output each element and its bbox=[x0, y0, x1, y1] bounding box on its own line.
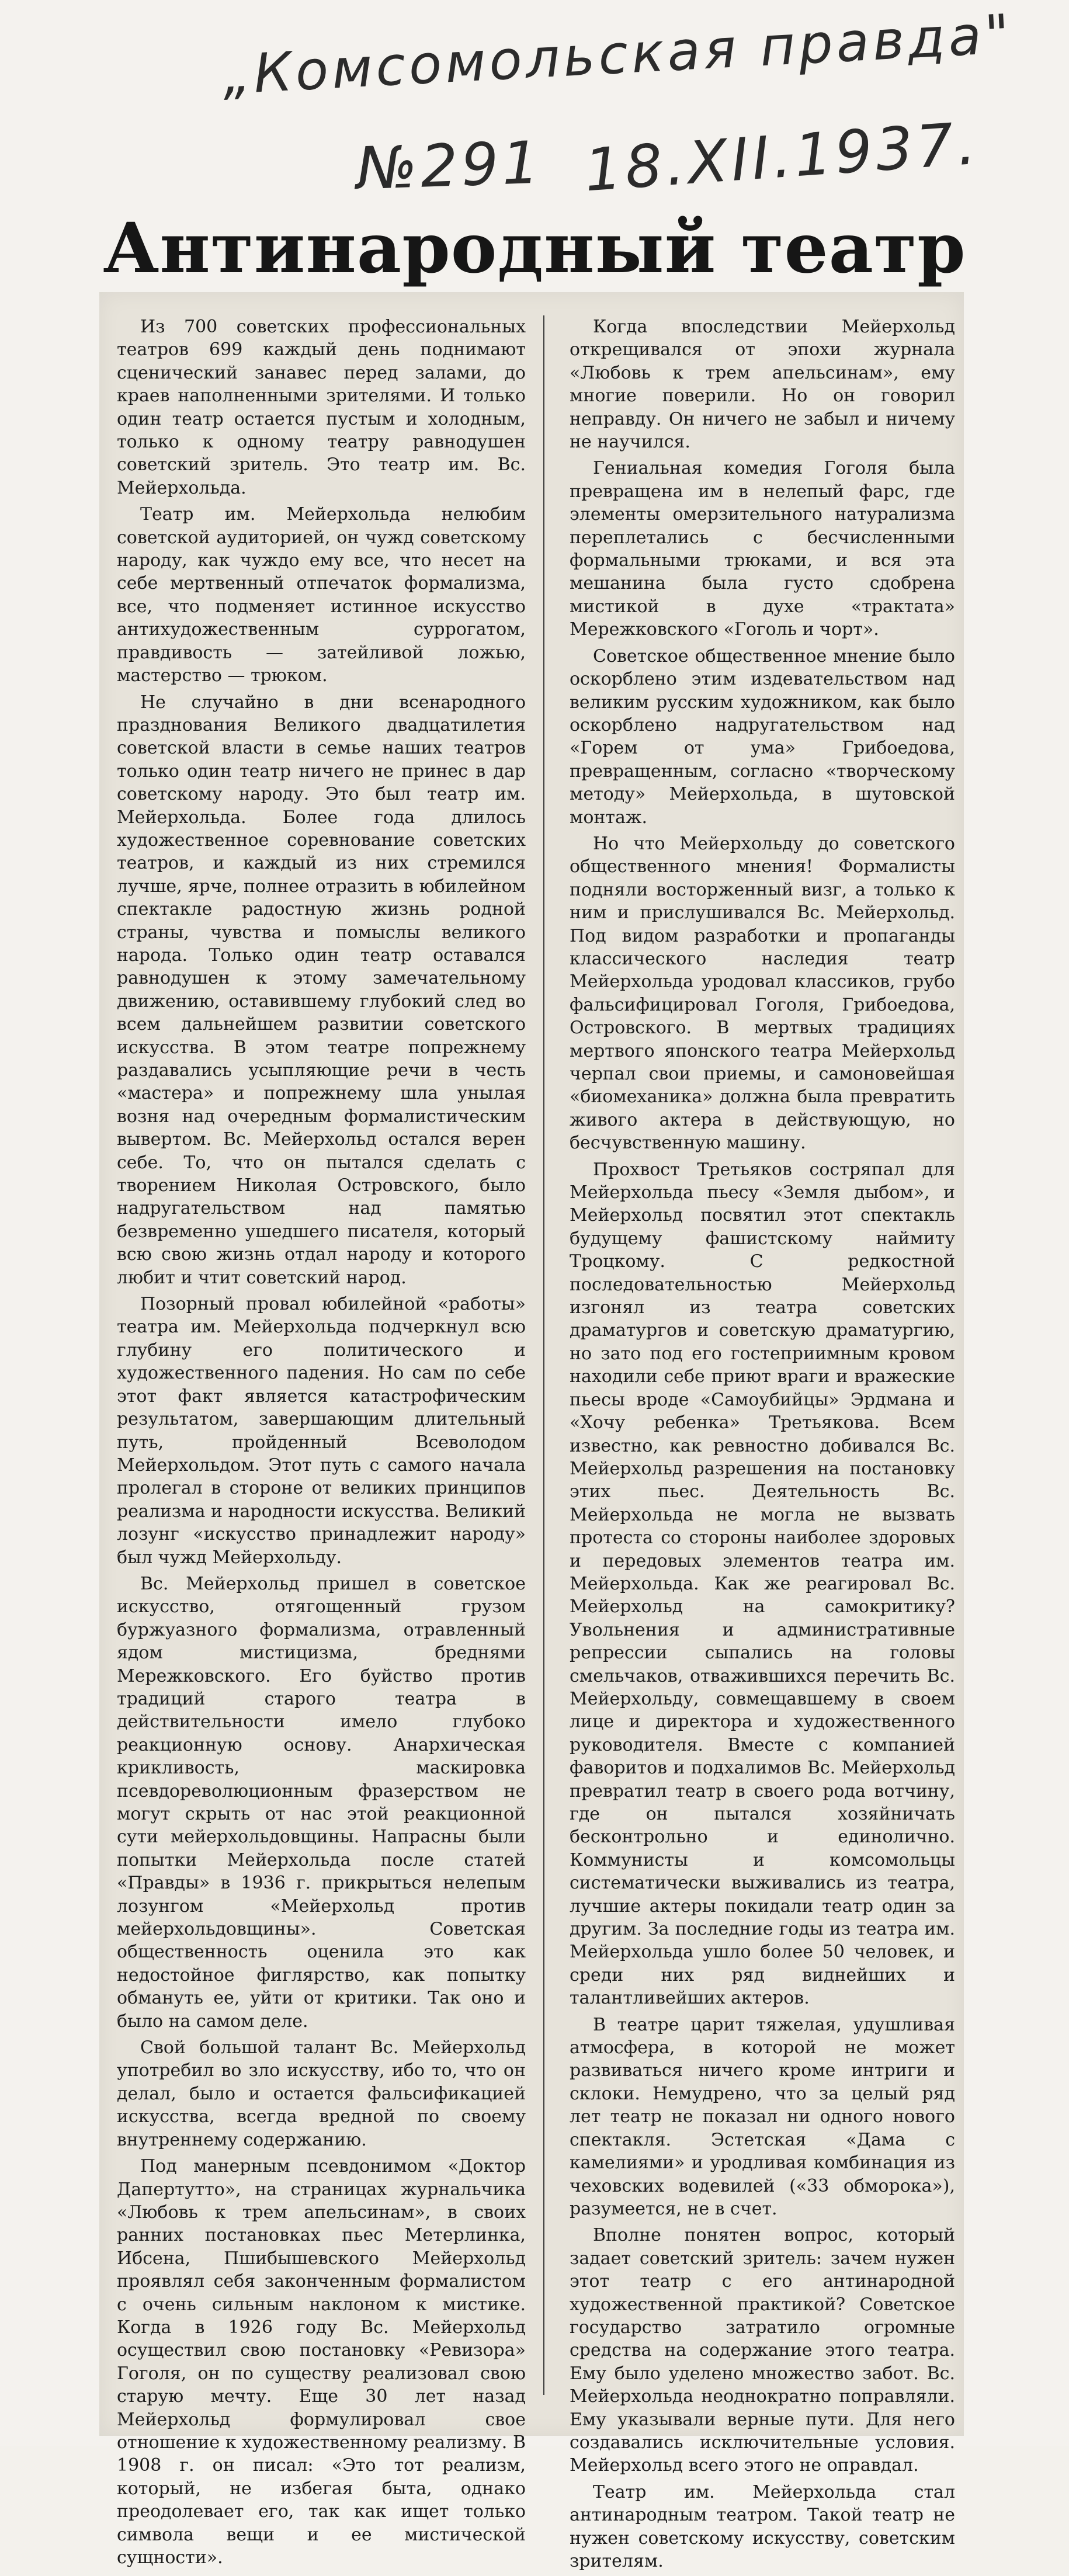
left-column bbox=[117, 315, 526, 2572]
paragraph: Гениальная комедия Гоголя была превращена им в нелепый фарс, где элементы омерзительного натурализма переплетались с бесчисленными формальными трюками, и вся эта мешанина была густо сдобрена мистикой в духе «трактата» Мережковского «Гоголь и чорт». bbox=[570, 458, 955, 640]
paragraph: Позорный провал юбилейной «работы» театра им. Мейерхольда подчеркнул всю глубину его политического и художественного падения. Но сам по себе этот факт является катастрофическим результатом, завершающим длительный путь, пройденный Всеволодом Мейерхольдом. Этот путь с самого начала пролегал в стороне от великих принципов реализма и народности искусства. Великий лозунг «искусство принадлежит народу» был чужд Мейерхольду. bbox=[117, 1294, 526, 1568]
paragraph: В театре царит тяжелая, удушливая атмосфера, в которой не может развиваться ничего кроме интриги и склоки. Немудрено, что за целый ряд лет театр не показал ни одного нового спектакля. Эстетская «Дама с камелиями» и уродливая комбинация из чеховских водевилей («33 обморока»), разумеется, не в счет. bbox=[570, 2014, 955, 2219]
paragraph: Не случайно в дни всенародного празднования Великого двадцатилетия советской власти в семье наших театров только один театр ничего не принес в дар советскому народу. Это был театр им. Мейерхольда. Более года длилось художественное соревнование советских театров, и каждый из них стремился лучше, ярче, полнее отразить в юбилейном спектакле радостную жизнь родной страны, чувства и помыслы великого народа. Только один театр оставался равнодушен к этому замечательному движению, оставившему глубокий след во всем дальнейшем развитии советского искусства. В этом театре попрежнему раздавались усыпляющие речи в честь «мастера» и попрежнему шла унылая возня над очередным формалистическим вывертом. Вс. Мейерхольд остался верен себе. То, что он пытался сделать с творением Николая Островского, было надругательством над памятью безвременно ушедшего писателя, который всю свою жизнь отдал народу и которого любит и чтит советский народ. bbox=[117, 692, 526, 1288]
handwritten-date: 18.XII.1937. bbox=[582, 109, 981, 205]
right-column bbox=[570, 315, 955, 2576]
paragraph: Советское общественное мнение было оскорблено этим издевательством над великим русским художником, как было оскорблено надругательством над «Горем от ума» Грибоедова, превращенным, согласно «творческому методу» Мейерхольда, в шутовской монтаж. bbox=[570, 645, 955, 828]
paragraph: Свой большой талант Вс. Мейерхольд употребил во зло искусству, ибо то, что он делал, было и остается фальсификацией искусства, всегда вредной по своему внутреннему содержанию. bbox=[117, 2037, 526, 2150]
handwritten-newspaper-name: „Комсомольская правда" bbox=[221, 2, 1015, 107]
article-title: Антинародный театр bbox=[103, 207, 966, 289]
paragraph: Под манерным псевдонимом «Доктор Дапертутто», на страницах журнальчика «Любовь к трем апельсинам», в своих ранних постановках пьес Метерлинка, Ибсена, Пшибышевского Мейерхольд проявлял себя законченным формалистом с очень сильным наклоном к мистике. Когда в 1926 году Вс. Мейерхольд осуществил свою постановку «Ревизора» Гоголя, он по существу реализовал свою старую мечту. Еще 30 лет назад Мейерхольд формулировал свое отношение к художественному реализму. В 1908 г. он писал: «Это тот реализм, который, не избегая быта, однако преодолевает его, так как ищет только символа вещи и ее мистической сущности». bbox=[117, 2156, 526, 2568]
column-divider bbox=[543, 315, 544, 2395]
paragraph: Из 700 советских профессиональных театров 699 каждый день поднимают сценический занавес перед залами, до краев наполненными зрителями. И только один театр остается пустым и холодным, только к одному театру равнодушен советский зритель. Это театр им. Вс. Мейерхольда. bbox=[117, 317, 526, 498]
paragraph: Вс. Мейерхольд пришел в советское искусство, отягощенный грузом буржуазного формализма, отравленный ядом мистицизма, бреднями Мережковского. Его буйство против традиций старого театра в действительности имело глубоко реакционную основу. Анархическая крикливость, маскировка псевдореволюционным фразерством не могут скрыть от нас этой реакционной сути мейерхольдовщины. Напрасны были попытки Мейерхольда после статей «Правды» в 1936 г. прикрыться нелепым лозунгом «Мейерхольд против мейерхольдовщины». Советская общественность оценила это как недостойное фиглярство, как попытку обмануть ее, уйти от критики. Так оно и было на самом деле. bbox=[117, 1573, 526, 2032]
paragraph: Театр им. Мейерхольда стал антинародным театром. Такой театр не нужен советскому искусству, советским зрителям. bbox=[570, 2481, 955, 2571]
paragraph: Когда впоследствии Мейерхольд открещивался от эпохи журнала «Любовь к трем апельсинам», ему многие поверили. Но он говорил неправду. Он ничего не забыл и ничему не научился. bbox=[570, 317, 955, 453]
paragraph: Прохвост Третьяков состряпал для Мейерхольда пьесу «Земля дыбом», и Мейерхольд посвятил этот спектакль будущему фашистскому наймиту Троцкому. С редкостной последовательностью Мейерхольд изгонял из театра советских драматургов и советскую драматургию, но зато под его гостеприимным кровом находили себе приют враги и вражеские пьесы вроде «Самоубийцы» Эрдмана и «Хочу ребенка» Третьякова. Всем известно, как ревностно добивался Вс. Мейерхольд разрешения на постановку этих пьес. Деятельность Вс. Мейерхольда не могла не вызвать протеста со стороны наиболее здоровых и передовых элементов театра им. Мейерхольда. Как же реагировал Вс. Мейерхольд на самокритику? Увольнения и административные репрессии сыпались на головы смельчаков, отважившихся перечить Вс. Мейерхольду, совмещавшему в своем лице и директора и художественного руководителя. Вместе с компанией фаворитов и подхалимов Вс. Мейерхольд превратил театр в своего рода вотчину, где он пытался хозяйничать бесконтрольно и единолично. Коммунисты и комсомольцы систематически выживались из театра, лучшие актеры покидали театр один за другим. За последние годы из театра им. Мейерхольда ушло более 50 человек, и среди них ряд виднейших и талантливейших актеров. bbox=[570, 1159, 955, 2009]
paragraph: Но что Мейерхольду до советского общественного мнения! Формалисты подняли восторженный визг, а только к ним и прислушивался Вс. Мейерхольд. Под видом разработки и пропаганды классического наследия театр Мейерхольда уродовал классиков, грубо фальсифицировал Гоголя, Грибоедова, Островского. В мертвых традициях мертвого японского театра Мейерхольд черпал свои приемы, и самоновейшая «биомеханика» должна была превратить живого актера в действующую, но бесчувственную машину. bbox=[570, 833, 955, 1154]
paragraph: Театр им. Мейерхольда нелюбим советской аудиторией, он чужд советскому народу, как чуждо ему все, что несет на себе мертвенный отпечаток формализма, все, что подменяет истинное искусство антихудожественным суррогатом, правдивость — затейливой ложью, мастерство — трюком. bbox=[117, 504, 526, 686]
paragraph: Вполне понятен вопрос, который задает советский зритель: зачем нужен этот театр с его антинародной художественной практикой? Советское государство затратило огромные средства на содержание этого театра. Ему было уделено множество забот. Вс. Мейерхольда неоднократно поправляли. Ему указывали верные пути. Для него создавались исключительные условия. Мейерхольд всего этого не оправдал. bbox=[570, 2225, 955, 2476]
handwritten-issue-number: №291 bbox=[355, 128, 544, 203]
